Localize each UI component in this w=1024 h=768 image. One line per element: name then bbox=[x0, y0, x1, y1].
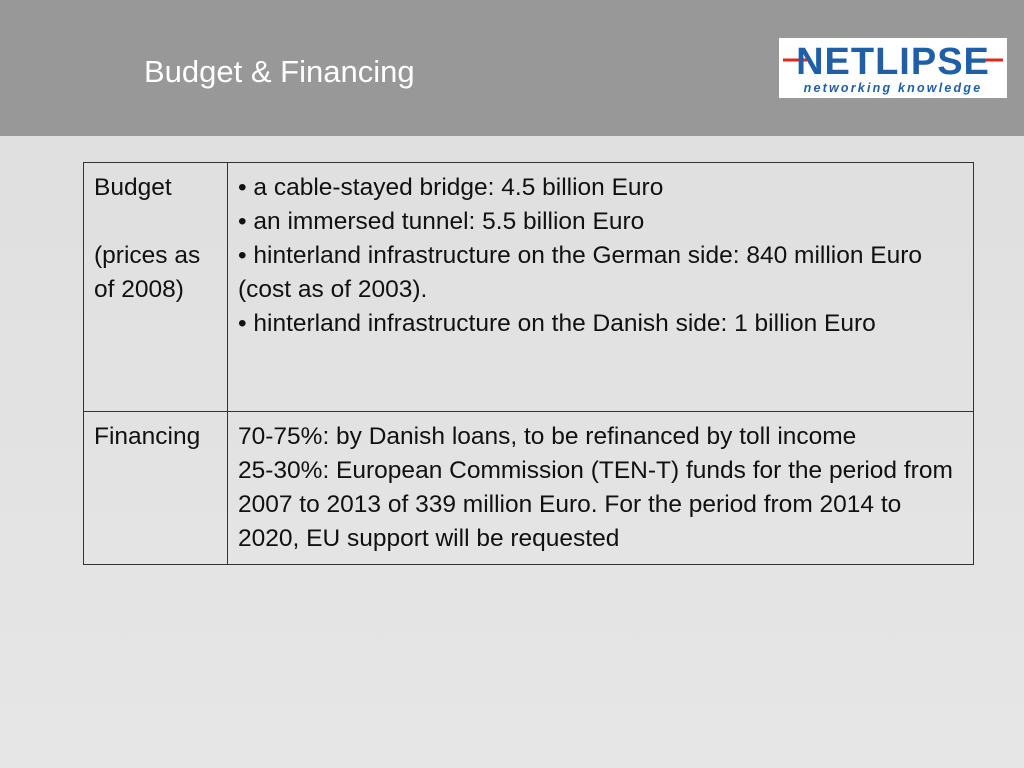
logo-wordmark: NETLIPSE bbox=[796, 41, 990, 83]
slide-title: Budget & Financing bbox=[144, 54, 415, 89]
budget-item: • hinterland infrastructure on the German side: 840 million Euro (cost as of 2003). bbox=[238, 242, 923, 303]
budget-item: • hinterland infrastructure on the Danish side: 1 billion Euro bbox=[238, 310, 876, 337]
financing-item: 70-75%: by Danish loans, to be refinanced by toll income bbox=[238, 423, 857, 450]
table-row-budget bbox=[84, 163, 974, 412]
budget-financing-table bbox=[83, 162, 974, 565]
table-row-financing bbox=[84, 412, 974, 565]
budget-item: • an immersed tunnel: 5.5 billion Euro bbox=[238, 208, 645, 235]
netlipse-logo bbox=[779, 38, 1007, 98]
row-content-cell bbox=[228, 163, 974, 412]
logo-tagline: networking knowledge bbox=[803, 81, 983, 95]
header-band bbox=[0, 0, 1024, 136]
row-content-cell bbox=[228, 412, 974, 565]
budget-item: • a cable-stayed bridge: 4.5 billion Euro bbox=[238, 174, 664, 201]
row-label-cell bbox=[84, 412, 228, 565]
row-label-cell bbox=[84, 163, 228, 412]
financing-item: 25-30%: European Commission (TEN-T) funds for the period from 2007 to 2013 of 339 million Euro. For the period from 2014 to 2020, EU support will be requested bbox=[238, 457, 953, 552]
row-label: Financing bbox=[94, 423, 201, 450]
row-label: Budget (prices as of 2008) bbox=[94, 174, 201, 303]
